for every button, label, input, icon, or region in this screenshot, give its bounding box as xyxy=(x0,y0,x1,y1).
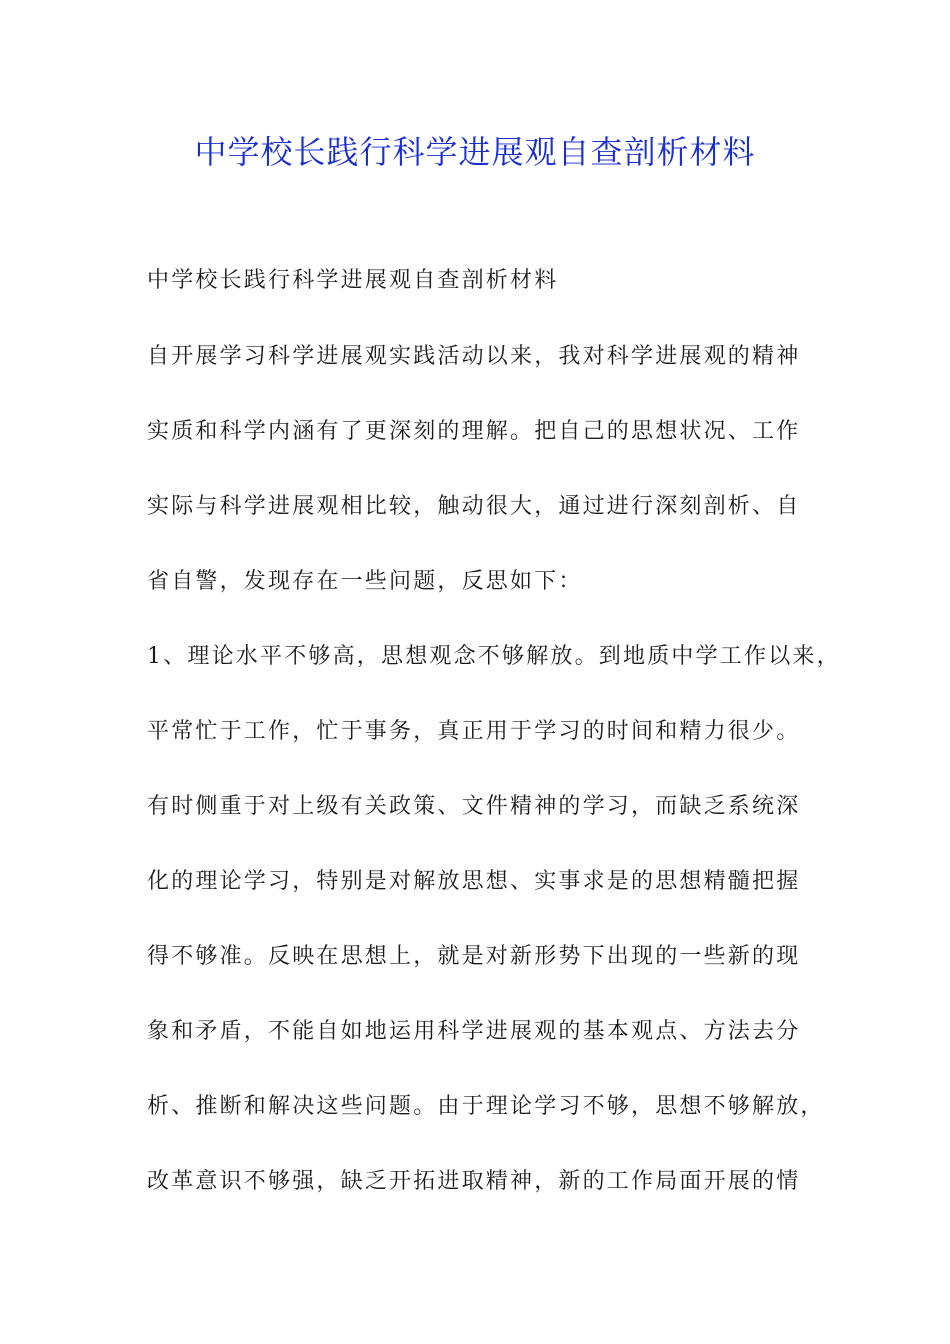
document-title: 中学校长践行科学进展观自查剖析材料 xyxy=(194,133,756,171)
text-line: 象和矛盾，不能自如地运用科学进展观的基本观点、方法去分 xyxy=(147,1019,801,1044)
text-line: 有时侧重于对上级有关政策、文件精神的学习，而缺乏系统深 xyxy=(147,794,801,819)
text-line: 平常忙于工作，忙于事务，真正用于学习的时间和精力很少。 xyxy=(147,719,801,744)
text-line: 省自警，发现存在一些问题，反思如下： xyxy=(147,569,583,594)
text-line: 实质和科学内涵有了更深刻的理解。把自己的思想状况、工作 xyxy=(147,419,801,444)
text-line: 改革意识不够强，缺乏开拓进取精神，新的工作局面开展的情 xyxy=(147,1169,801,1194)
text-line: 化的理论学习，特别是对解放思想、实事求是的思想精髓把握 xyxy=(147,869,801,894)
text-line: 1、理论水平不够高，思想观念不够解放。到地质中学工作以来， xyxy=(147,644,841,669)
text-line: 析、推断和解决这些问题。由于理论学习不够，思想不够解放， xyxy=(147,1094,825,1119)
text-line: 实际与科学进展观相比较，触动很大，通过进行深刻剖析、自 xyxy=(147,494,801,519)
text-line: 得不够准。反映在思想上，就是对新形势下出现的一些新的现 xyxy=(147,944,801,969)
text-line: 自开展学习科学进展观实践活动以来，我对科学进展观的精神 xyxy=(147,344,801,369)
text-line: 中学校长践行科学进展观自查剖析材料 xyxy=(147,268,559,293)
